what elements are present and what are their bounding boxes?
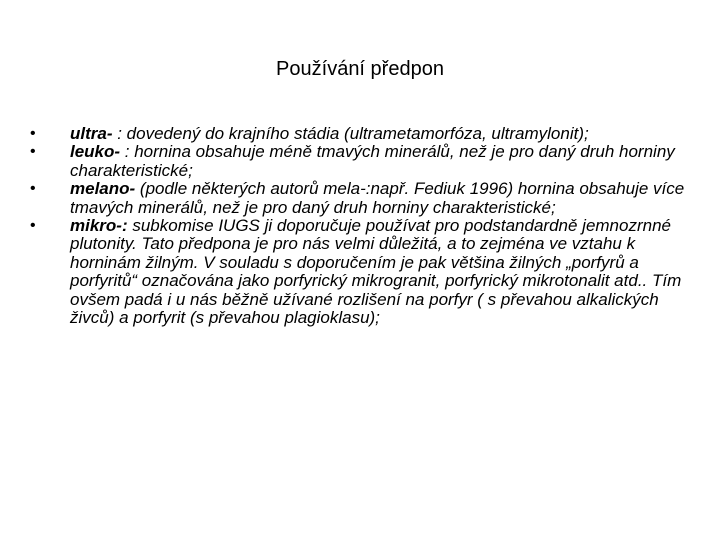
bullet-list — [30, 125, 700, 327]
bullet-item-ultra — [30, 125, 700, 143]
slide-title: Používání předpon — [276, 58, 444, 80]
bullet-term: ultra- — [70, 124, 113, 143]
bullet-dot-icon: • — [30, 143, 36, 161]
bullet-text: : dovedený do krajního stádia (ultrametamorfóza, ultramylonit); — [112, 124, 589, 143]
bullet-term: leuko- — [70, 142, 121, 162]
bullet-item-melano — [30, 180, 700, 217]
bullet-dot-icon: • — [30, 217, 36, 235]
bullet-dot-icon: • — [30, 180, 36, 198]
bullet-text: : hornina obsahuje méně tmavých minerálů, než je pro daný druh horniny charakteristické; — [70, 142, 675, 180]
bullet-text: subkomise IUGS ji doporučuje používat pro podstandardně jemnozrnné plutonity. Tato předpona je pro nás velmi důležitá, a to zejména ve vztahu k horninám žilným. V souladu s doporučením je pak většina žilných „porfyrů a porfyritů“ označována jako porfyrický mikrogranit, porfyrický mikrotonalit atd.. Tím ovšem padá i u nás běžně užívané rozlišení na porfyr ( s převahou alkalických živců) a porfyrit (s převahou plagioklasu); — [70, 216, 682, 328]
bullet-dot-icon: • — [30, 125, 36, 142]
bullet-text: (podle některých autorů mela-:např. Fediuk 1996) hornina obsahuje více tmavých minerálů, než je pro daný druh horniny charakteristické; — [70, 179, 685, 217]
bullet-item-leuko — [30, 143, 700, 180]
bullet-term: mikro-: — [70, 216, 128, 236]
bullet-term: melano- — [70, 179, 136, 199]
bullet-item-mikro — [30, 217, 700, 327]
